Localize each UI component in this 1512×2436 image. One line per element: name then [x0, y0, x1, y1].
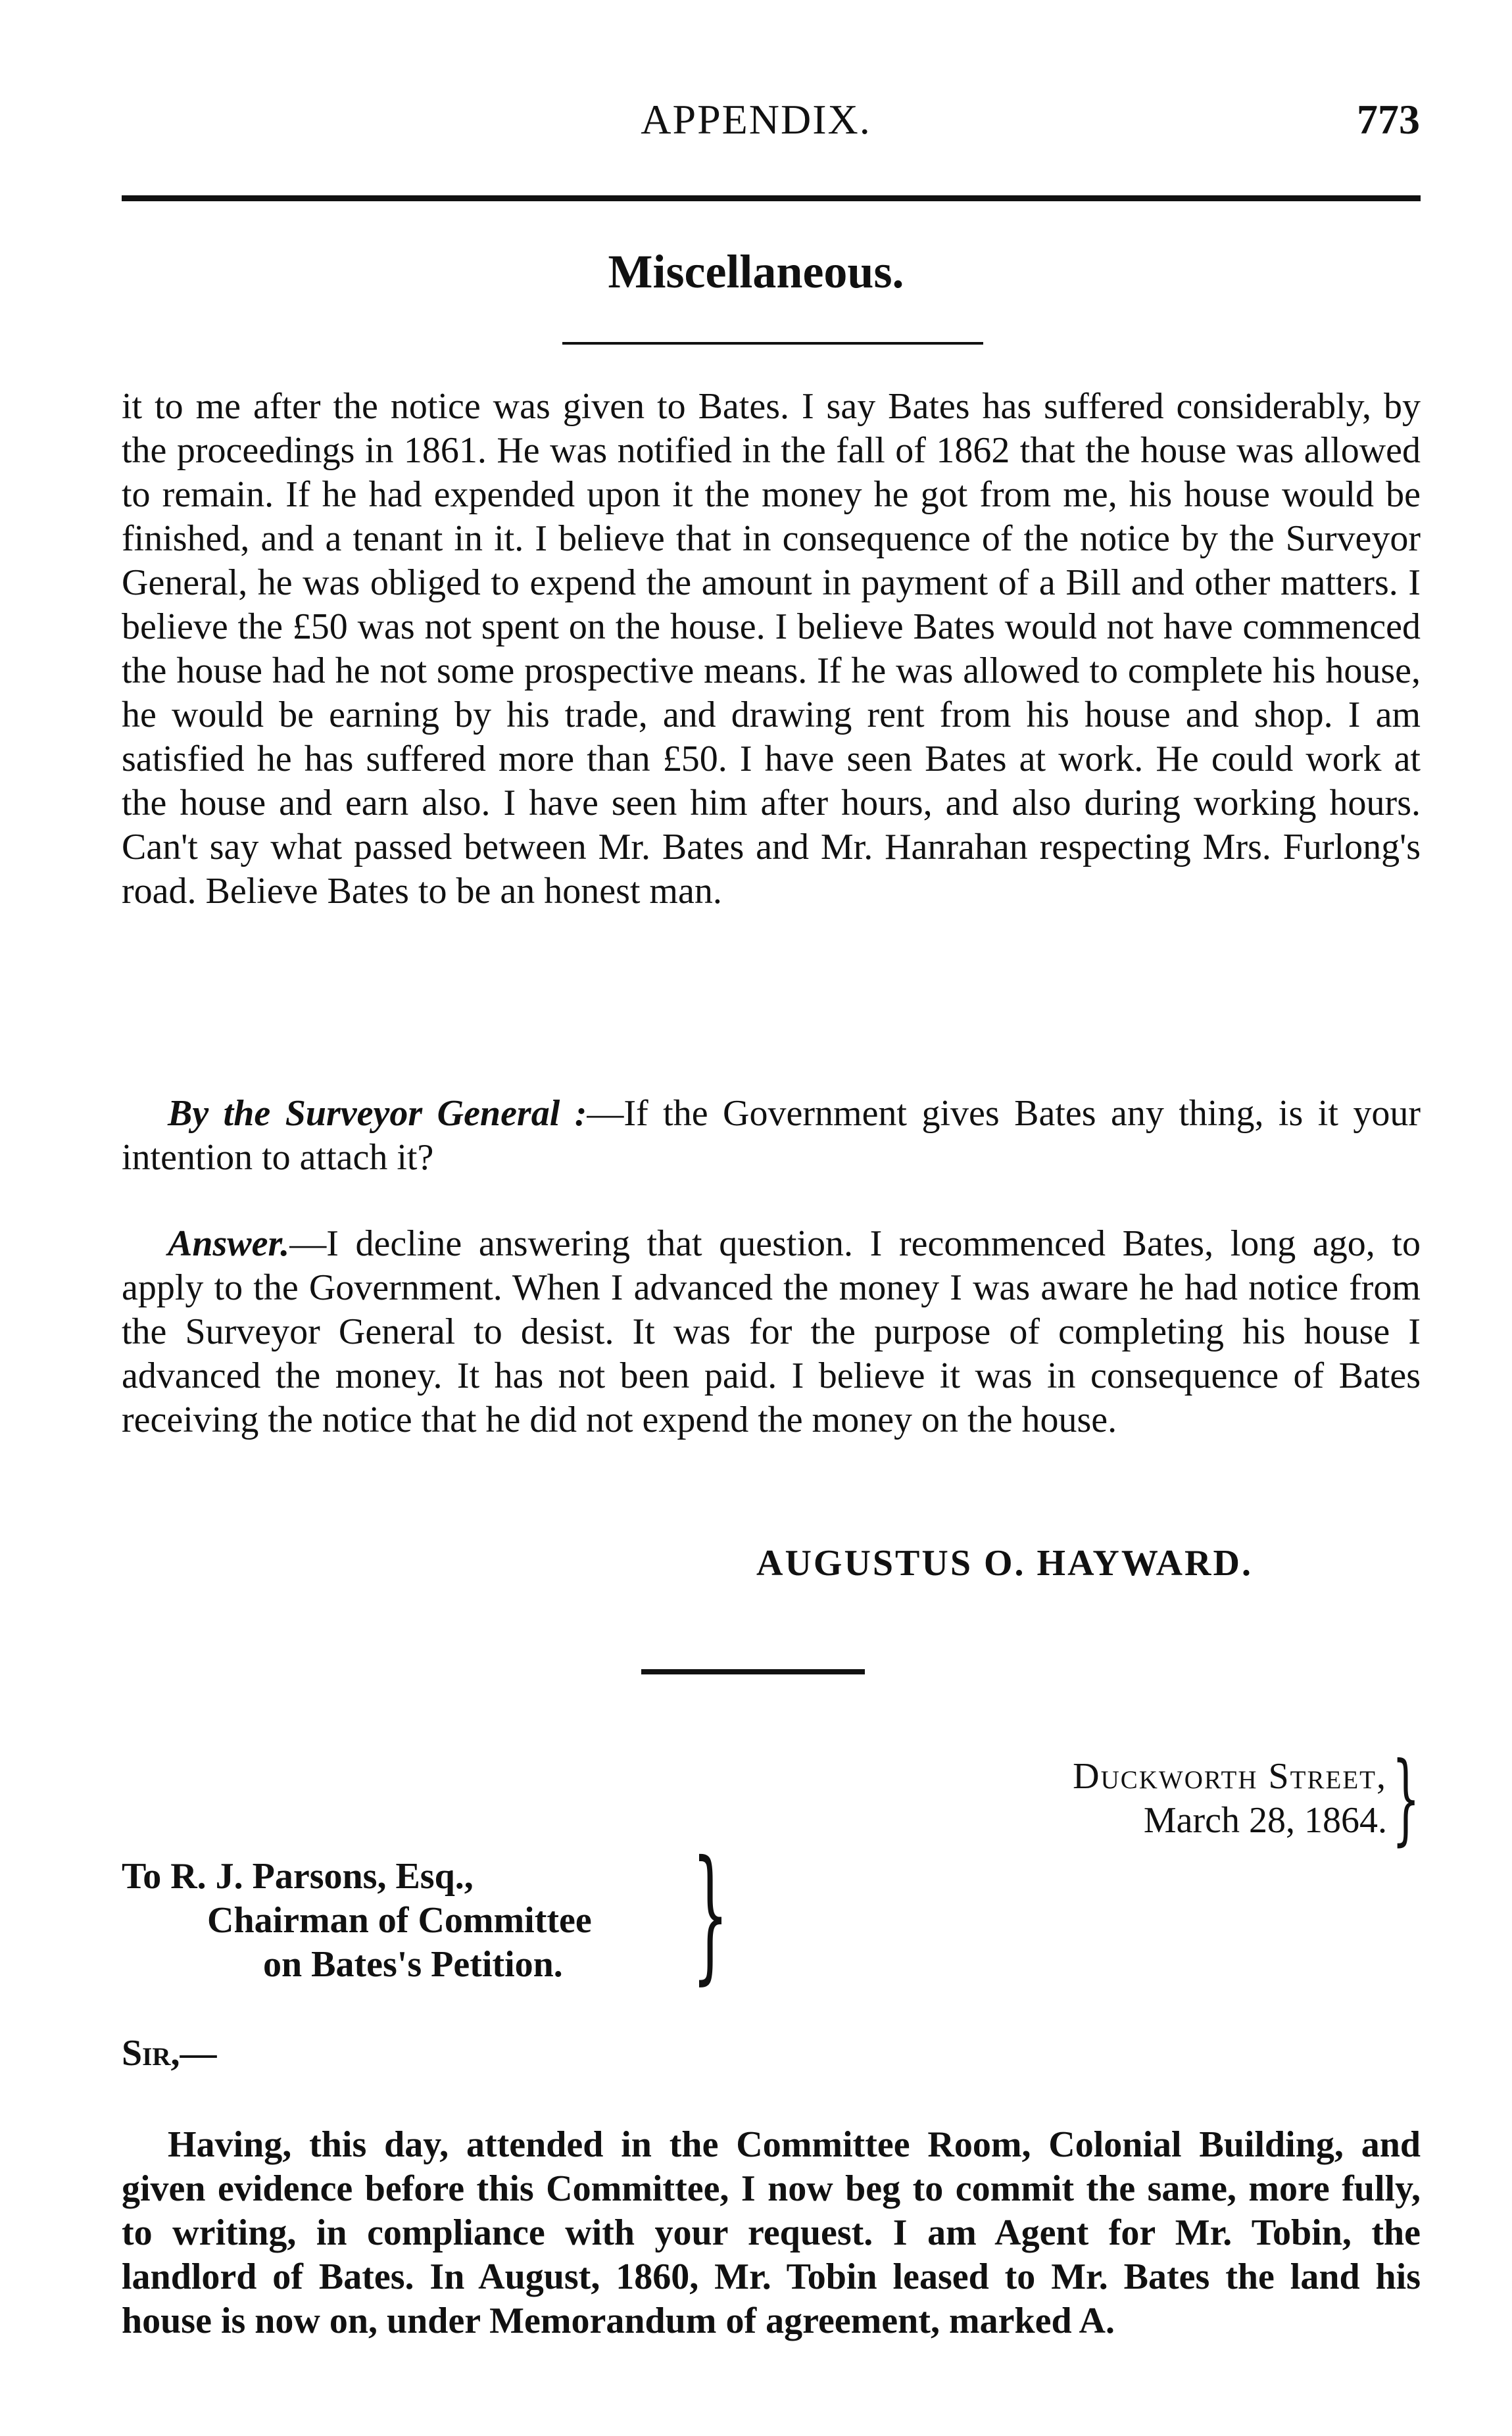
question-speaker: By the Surveyor General :: [168, 1093, 587, 1134]
address-street: Duckworth Street,: [1073, 1756, 1387, 1797]
header-rule: [122, 195, 1421, 201]
letter-divider: [641, 1669, 865, 1674]
address-date: March 28, 1864.: [1143, 1800, 1387, 1841]
answer-text: —I decline answering that question. I recommenced Bates, long ago, to apply to the Government. When I advanced the money I was aware he had notice from the Surveyor General to desist. It was for the purpose of completing his house I advanced the money. It has not been paid. I believe it was in consequence of Bates receiving the notice that he did not expend the money on the house.: [122, 1223, 1421, 1440]
addressee-line-1: To R. J. Parsons, Esq.,: [122, 1856, 474, 1897]
addressee-line-3: on Bates's Petition.: [263, 1944, 563, 1985]
letter-body: Having, this day, attended in the Committee Room, Colonial Building, and given evidence before this Committee, I now beg to commit the same, more fully, to writing, in compliance with your request. I am Agent for Mr. Tobin, the landlord of Bates. In August, 1860, Mr. Tobin leased to Mr. Bates the land his house is now on, under Memorandum of agreement, marked A.: [122, 2124, 1421, 2341]
answer-paragraph: [122, 1222, 1421, 1442]
testimony-paragraph: it to me after the notice was given to Bates. I say Bates has suffered considerably, by the proceedings in 1861. He was notified in the fall of 1862 that the house was allowed to remain. If he had expended upon it the money he got from me, his house would be finished, and a tenant in it. I believe that in consequence of the notice by the Surveyor General, he was obliged to expend the amount in payment of a Bill and other matters. I believe the £50 was not spent on the house. I believe Bates would not have commenced the house had he not some prospective means. If he was allowed to complete his house, he would be earning by his trade, and drawing rent from his house and shop. I am satisfied he has suffered more than £50. I have seen Bates at work. He could work at the house and earn also. I have seen him after hours, and also during working hours. Can't say what passed between Mr. Bates and Mr. Hanrahan respecting Mrs. Furlong's road. Believe Bates to be an honest man.: [122, 386, 1421, 912]
answer-speaker: Answer.: [168, 1223, 290, 1264]
addressee-line-2: Chairman of Committee: [207, 1900, 592, 1941]
running-header: APPENDIX.: [641, 96, 871, 143]
salutation: Sir,—: [122, 2033, 217, 2074]
section-title: Miscellaneous.: [608, 245, 904, 298]
letter-addressee: [122, 1855, 592, 1987]
address-brace: }: [1392, 1742, 1421, 1856]
addressee-brace: }: [691, 1830, 729, 1998]
question-text: —If the Government gives Bates any thing, is it your intention to attach it?: [122, 1093, 1421, 1178]
letter-address: [1073, 1755, 1387, 1843]
question-paragraph: [122, 1092, 1421, 1180]
section-divider: [562, 342, 983, 345]
signature: AUGUSTUS O. HAYWARD.: [756, 1543, 1253, 1584]
page-number: 773: [1357, 96, 1420, 143]
